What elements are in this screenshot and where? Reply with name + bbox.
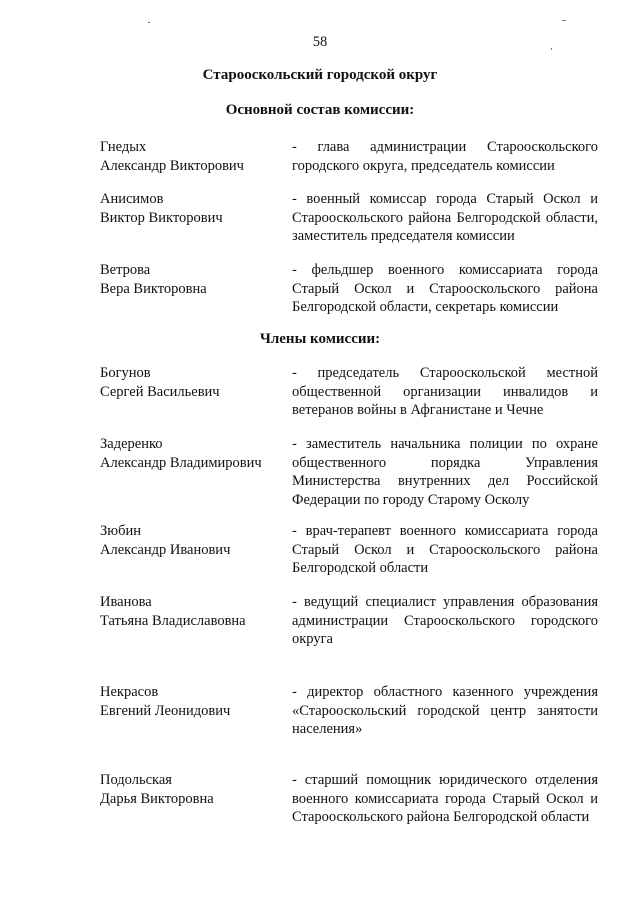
member-role: - старший помощник юридического отделения военного комиссариата города Старый Оскол и Старооскольского района Белгородской области (292, 772, 598, 825)
member-name (100, 522, 280, 559)
member-given-names: Александр Викторович (100, 157, 244, 174)
member-given-names: Сергей Васильевич (100, 383, 220, 400)
member-surname: Зюбин (100, 523, 141, 539)
member-surname: Анисимов (100, 191, 164, 207)
member-name (100, 138, 280, 175)
member-name (100, 261, 280, 298)
member-given-names: Татьяна Владиславовна (100, 612, 246, 629)
commission-members-heading: Члены комиссии: (259, 331, 381, 347)
member-given-names: Александр Иванович (100, 541, 231, 558)
member-given-names: Вера Викторовна (100, 280, 207, 297)
member-given-names: Дарья Викторовна (100, 790, 214, 807)
page-number: 58 (312, 34, 328, 50)
member-surname: Иванова (100, 594, 152, 610)
member-name (100, 435, 280, 472)
member-surname: Подольская (100, 772, 172, 788)
member-surname: Задеренко (100, 436, 163, 452)
member-role: - военный комиссар города Старый Оскол и Старооскольского района Белгородской области, заместитель председателя комиссии (292, 191, 598, 244)
member-role: - врач-терапевт военного комиссариата города Старый Оскол и Старооскольского района Белгородской области (292, 523, 598, 576)
member-given-names: Виктор Викторович (100, 209, 223, 226)
district-title: Старооскольский городской округ (202, 67, 438, 83)
member-role: - председатель Старооскольской местной общественной организации инвалидов и ветеранов войны в Афганистане и Чечне (292, 365, 598, 418)
member-role: - заместитель начальника полиции по охране общественного порядка Управления Министерства внутренних дел Российской Федерации по городу Старому Осколу (292, 436, 598, 508)
main-composition-heading: Основной состав комиссии: (225, 102, 415, 118)
member-name (100, 364, 280, 401)
member-role: - директор областного казенного учреждения «Старооскольский городской центр занятости населения» (292, 684, 598, 737)
member-name (100, 593, 280, 630)
member-name (100, 190, 280, 227)
member-given-names: Евгений Леонидович (100, 702, 231, 719)
member-surname: Некрасов (100, 684, 159, 700)
member-name (100, 771, 280, 808)
member-given-names: Александр Владимирович (100, 454, 262, 471)
member-role: - ведущий специалист управления образования администрации Старооскольского городского округа (292, 594, 598, 647)
member-surname: Богунов (100, 365, 151, 381)
member-role: - фельдшер военного комиссариата города Старый Оскол и Старооскольского района Белгородской области, секретарь комиссии (292, 262, 598, 315)
member-name (100, 683, 280, 720)
member-role: - глава администрации Старооскольского городского округа, председатель комиссии (292, 139, 598, 174)
scan-speck (562, 20, 566, 21)
member-surname: Гнедых (100, 139, 147, 155)
member-surname: Ветрова (100, 262, 151, 278)
scan-speck (148, 22, 150, 23)
